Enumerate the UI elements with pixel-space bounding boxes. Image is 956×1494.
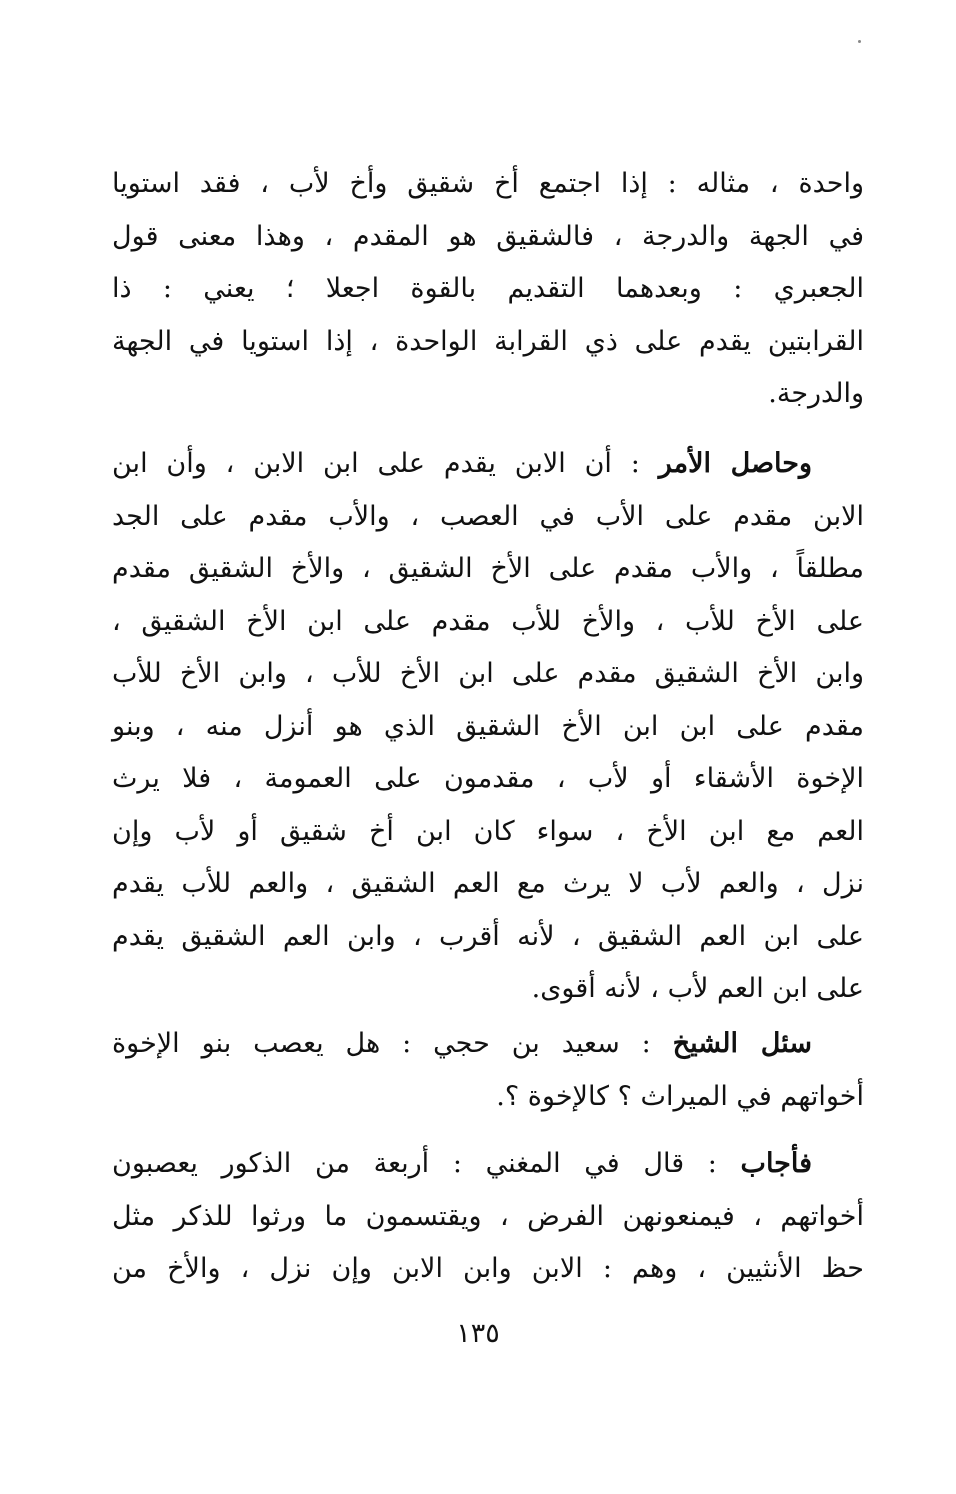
text-line: الإخوة الأشقاء أو لأب ، مقدمون على العمومة ، فلا يرث [112, 763, 864, 794]
paragraph-3 [112, 1018, 864, 1123]
paragraph-1 [112, 158, 864, 421]
text-line: والدرجة. [768, 378, 864, 409]
lead-continuation: : سعيد بن حجي : هل يعصب بنو الإخوة [112, 1028, 673, 1059]
text-line: القرابتين يقدم على ذي القرابة الواحدة ، إذا استويا في الجهة [112, 325, 864, 357]
text-line: على الأخ للأب ، والأخ للأب مقدم على ابن الأخ الشقيق ، [112, 605, 864, 637]
text-line: في الجهة والدرجة ، فالشقيق هو المقدم ، وهذا معنى قول [112, 220, 864, 252]
paragraph-2 [112, 438, 864, 1016]
text-line: واحدة ، مثاله : إذا اجتمع أخ شقيق وأخ لأب ، فقد استويا [112, 168, 864, 199]
paragraph-lead: سئل الشيخ [672, 1028, 812, 1059]
text-line: نزل ، والعم لأب لا يرث مع العم الشقيق ، والعم للأب يقدم [112, 868, 864, 899]
text-line-with-lead [112, 438, 864, 491]
page-number: ١٣٥ [456, 1318, 500, 1349]
paragraph-lead: فأجاب [740, 1148, 812, 1179]
text-line: العم مع ابن الأخ ، سواء كان ابن أخ شقيق أو لأب وإن [112, 815, 864, 847]
text-line: الجعبري : وبعدهما التقديم بالقوة اجعلا ؛ يعني : ذا [112, 273, 864, 304]
lead-continuation: : قال في المغني : أربعة من الذكور يعصبون [112, 1148, 741, 1179]
text-line: مقدم على ابن ابن الأخ الشقيق الذي هو أنزل منه ، وبنو [112, 710, 864, 742]
text-line: الابن مقدم على الأب في العصب ، والأب مقدم على الجد [112, 500, 864, 532]
text-line: على ابن العم لأب ، لأنه أقوى. [531, 973, 864, 1004]
text-line: وابن الأخ الشقيق مقدم على ابن الأخ للأب ، وابن الأخ للأب [112, 658, 864, 689]
text-line-with-lead [112, 1018, 864, 1071]
text-line: على ابن العم الشقيق ، لأنه أقرب ، وابن العم الشقيق يقدم [112, 920, 864, 952]
paragraph-lead: وحاصل الأمر [658, 448, 812, 479]
text-line: حظ الأنثيين ، وهم : الابن وابن الابن وإن نزل ، والأخ من [112, 1253, 864, 1284]
paragraph-4 [112, 1138, 864, 1296]
text-line: مطلقاً ، والأب مقدم على الأخ الشقيق ، والأخ الشقيق مقدم [112, 553, 864, 584]
lead-continuation: : أن الابن يقدم على ابن الابن ، وأن ابن [112, 448, 659, 479]
text-line: أخواتهم ، فيمنعونهن الفرض ، ويقتسمون ما ورثوا للذكر مثل [112, 1200, 864, 1232]
scan-speck [858, 40, 861, 43]
text-line: أخواتهم في الميراث ؟ كالإخوة ؟. [496, 1080, 864, 1112]
text-line-with-lead [112, 1138, 864, 1191]
